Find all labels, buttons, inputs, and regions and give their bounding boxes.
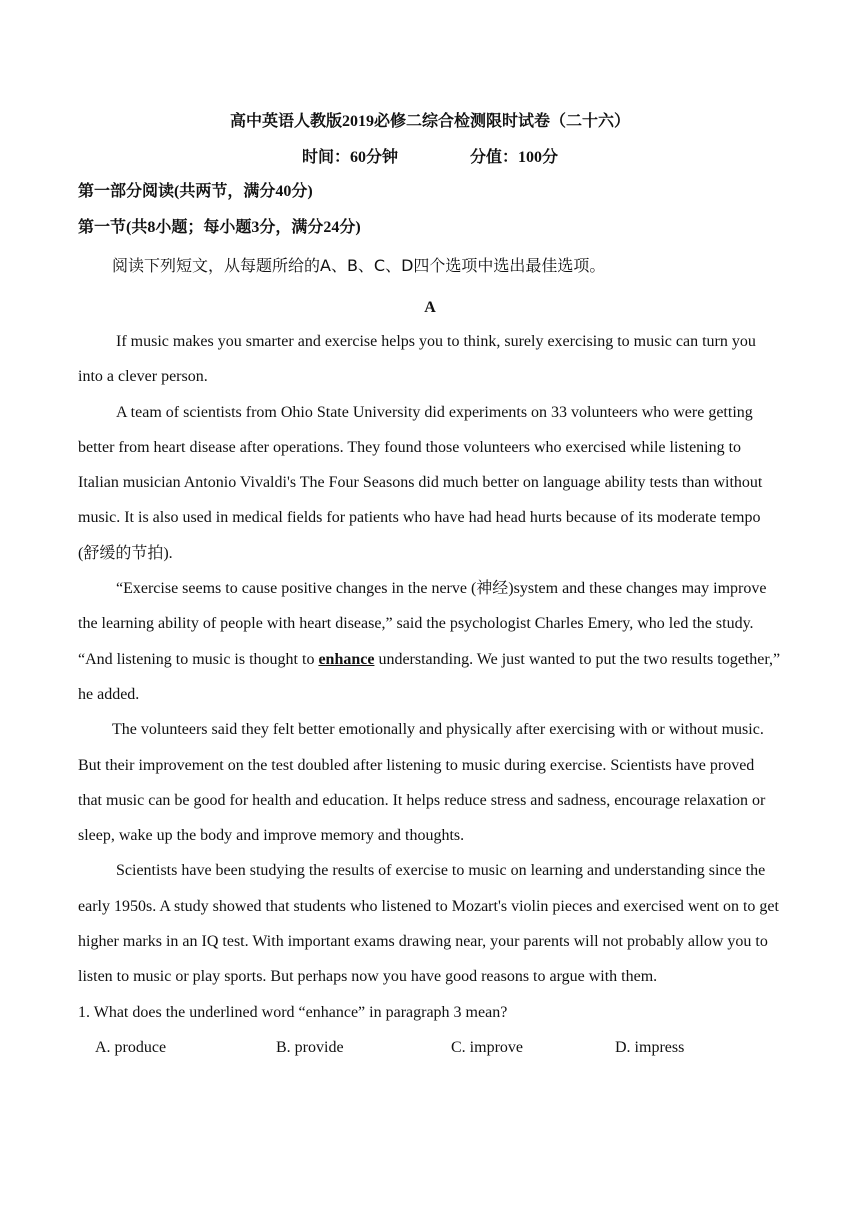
passage-label: A xyxy=(424,299,436,316)
option-c[interactable]: C. improve xyxy=(451,1038,523,1056)
exam-title: 高中英语人教版2019必修二综合检测限时试卷（二十六） xyxy=(229,113,630,130)
paragraph-5: Scientists have been studying the results of exercise to music on learning and understanding since the early 1950s. A study showed that students who listened to Mozart's violin pieces and exercised went on to get higher marks in an IQ test. With important exams drawing near, your parents will not probably allow you to listen to music or play sports. But perhaps now you have good reasons to argue with them. xyxy=(78,862,779,986)
time-limit: 时间：60分钟 xyxy=(301,149,398,166)
paragraph-4: The volunteers said they felt better emotionally and physically after exercising with or without music. But their improvement on the test doubled after listening to music during exercise. Scientists have proved that music can be good for health and education. It helps reduce stress and sadness, encourage relaxation or sleep, wake up the body and improve memory and thoughts. xyxy=(78,721,766,845)
option-a[interactable]: A. produce xyxy=(95,1038,167,1056)
instruction-text: 阅读下列短文，从每题所给的A、B、C、D四个选项中选出最佳选项。 xyxy=(112,256,606,275)
paragraph-3-text-after: understanding. We just wanted to put the two results together,” he added. xyxy=(78,650,781,703)
paragraph-3-text-before: “Exercise seems to cause positive changes in the nerve (神经)system and these changes may improve the learning ability of people with heart disease,” said the psychologist Charles Emery, who led the study. “And listening to music is thought to xyxy=(78,580,767,668)
underlined-word: enhance xyxy=(318,650,375,668)
question-1-stem: 1. What does the underlined word “enhance” in paragraph 3 mean? xyxy=(78,1003,508,1021)
paragraph-2: A team of scientists from Ohio State University did experiments on 33 volunteers who were getting better from heart disease after operations. They found those volunteers who exercised while listening to Italian musician Antonio Vivaldi's The Four Seasons did much better on language ability tests than without music. It is also used in medical fields for patients who have had head hurts because of its moderate tempo (舒缓的节拍). xyxy=(78,403,763,562)
option-b[interactable]: B. provide xyxy=(276,1038,344,1056)
section-heading: 第一节(共8小题；每小题3分，满分24分) xyxy=(78,219,361,236)
paragraph-3 xyxy=(78,571,782,712)
exam-page xyxy=(78,104,782,1066)
exam-meta xyxy=(78,140,782,174)
option-d[interactable]: D. impress xyxy=(615,1038,685,1056)
part-heading: 第一部分阅读(共两节，满分40分) xyxy=(78,183,313,200)
total-score: 分值：100分 xyxy=(470,149,559,166)
paragraph-1: If music makes you smarter and exercise helps you to think, surely exercising to music can turn you into a clever person. xyxy=(78,333,756,386)
question-1-options xyxy=(78,1030,782,1066)
